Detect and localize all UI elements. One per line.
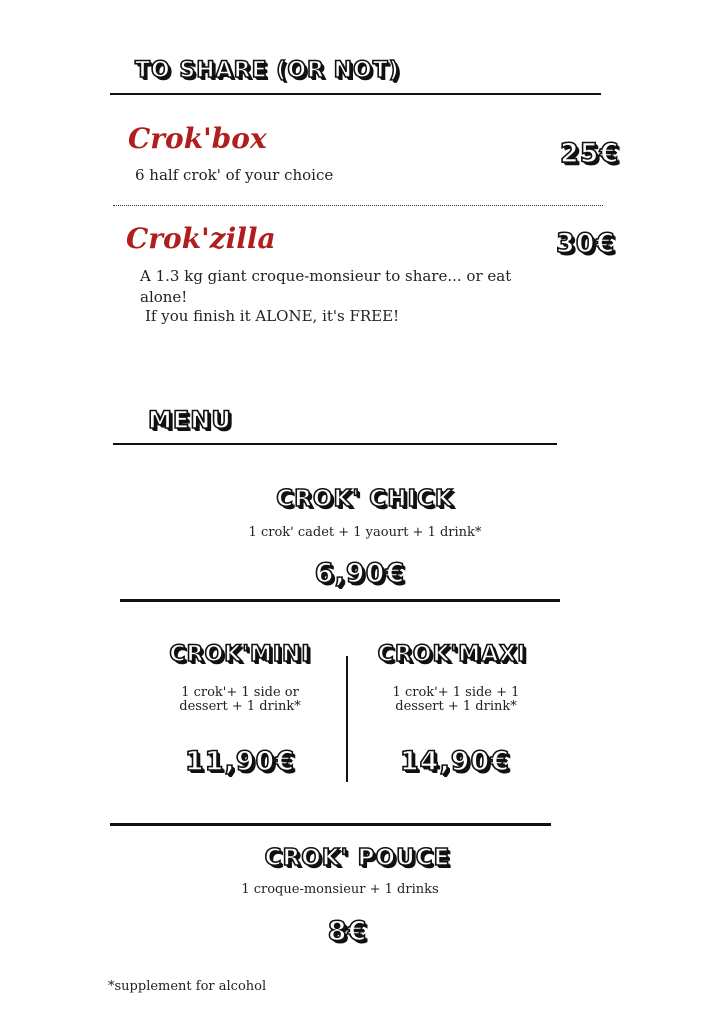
crok-mini-price: 11,90€ <box>184 746 296 777</box>
crokbox-name: Crok'box <box>128 122 267 155</box>
crok-mini-title: CROK'MINI <box>169 642 311 667</box>
share-heading: TO SHARE (OR NOT) <box>135 58 400 83</box>
crok-mini-description: 1 crok'+ 1 side or dessert + 1 drink* <box>179 685 301 714</box>
crokzilla-price: 30€ <box>556 228 616 259</box>
crokzilla-description: A 1.3 kg giant croque-monsieur to share... or eat alone! <box>140 267 512 306</box>
dotted-divider <box>113 205 603 206</box>
menu-heading-divider <box>113 443 557 445</box>
crok-chick-title: CROK' CHICK <box>276 486 454 512</box>
crok-chick-price: 6,90€ <box>314 558 406 589</box>
crokbox-description: 6 half crok' of your choice <box>135 166 334 184</box>
menu-heading: MENU <box>148 406 232 434</box>
footnote: *supplement for alcohol <box>108 979 267 994</box>
chick-divider <box>120 599 560 602</box>
share-heading-divider <box>110 93 601 95</box>
crok-maxi-description: 1 crok'+ 1 side + 1 dessert + 1 drink* <box>392 685 520 714</box>
crok-chick-description: 1 crok' cadet + 1 yaourt + 1 drink* <box>248 525 482 540</box>
crokbox-price: 25€ <box>560 138 620 169</box>
crok-maxi-price: 14,90€ <box>399 746 511 777</box>
maxi-divider <box>110 823 551 826</box>
crokzilla-name: Crok'zilla <box>126 222 276 255</box>
crok-pouce-price: 8€ <box>327 916 368 947</box>
crok-pouce-description: 1 croque-monsieur + 1 drinks <box>241 882 439 897</box>
crok-maxi-title: CROK'MAXI <box>377 642 527 667</box>
crokzilla-note: If you finish it ALONE, it's FREE! <box>145 307 400 325</box>
mini-maxi-divider <box>346 656 348 782</box>
crok-pouce-title: CROK' POUCE <box>264 845 451 871</box>
